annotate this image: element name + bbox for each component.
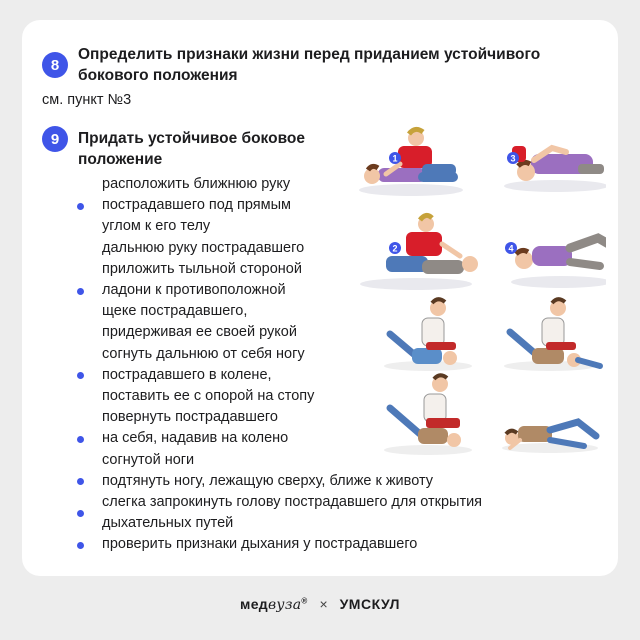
illustration-badge-3	[507, 152, 519, 164]
step-9-bullet-list	[72, 174, 512, 556]
list-item-text: дальнюю руку пострадавшего приложить тыльной стороной ладони к противоположной щеке пострадавшего, придерживая ее своей рукой	[102, 239, 305, 341]
footer-brands	[0, 596, 640, 613]
list-item-text: слегка запрокинуть голову пострадавшего для открытия дыхательных путей	[102, 494, 483, 532]
list-item-text: расположить ближнюю руку пострадавшего под прямым углом к его телу	[102, 176, 291, 235]
bullet-icon	[77, 372, 84, 379]
illustration-badge-1-label: 1	[392, 153, 398, 164]
list-item	[72, 492, 512, 534]
illustration-badge-4-label: 4	[508, 243, 514, 254]
illustration-badge-3-label: 3	[510, 153, 516, 164]
list-item	[72, 471, 512, 492]
brand-separator: ×	[319, 596, 328, 612]
instruction-card	[22, 20, 618, 576]
bullet-icon	[77, 436, 84, 443]
list-item	[72, 534, 512, 555]
illustration-badge-1	[389, 152, 401, 164]
list-item	[72, 238, 512, 344]
bullet-icon	[77, 542, 84, 549]
step-9-title: Придать устойчивое боковое положение	[78, 130, 305, 168]
list-item-text: повернуть пострадавшего на себя, надавив на колено согнутой ноги	[102, 409, 289, 468]
list-item	[72, 174, 512, 238]
brand-umskul-logo: УМСКУЛ	[339, 596, 400, 612]
list-item-text: подтянуть ногу, лежащую сверху, ближе к животу	[102, 472, 434, 489]
step-8-title: Определить признаки жизни перед приданием устойчивого бокового положения	[78, 46, 541, 84]
illustration-badge-2-label: 2	[392, 243, 398, 254]
bullet-icon	[77, 288, 84, 295]
step-8-badge: 8	[42, 52, 68, 78]
illustration-panel-4	[511, 238, 606, 288]
bullet-icon	[77, 478, 84, 485]
step-8-reference: см. пункт №3	[42, 92, 132, 108]
sketch-step-b	[504, 299, 600, 371]
bullet-icon	[77, 510, 84, 517]
list-item-text: проверить признаки дыхания у пострадавшего	[102, 536, 418, 553]
illustration-panel-3	[504, 146, 606, 192]
bullet-icon	[77, 203, 84, 210]
sketch-step-d	[502, 422, 598, 453]
list-item-text: согнуть дальнюю от себя ногу пострадавшего в колене, поставить ее с опорой на стопу	[102, 345, 315, 405]
list-item	[72, 407, 512, 471]
step-9-badge: 9	[42, 126, 68, 152]
list-item	[72, 344, 512, 408]
brand-medvuza-logo: медвуза®	[240, 596, 308, 613]
